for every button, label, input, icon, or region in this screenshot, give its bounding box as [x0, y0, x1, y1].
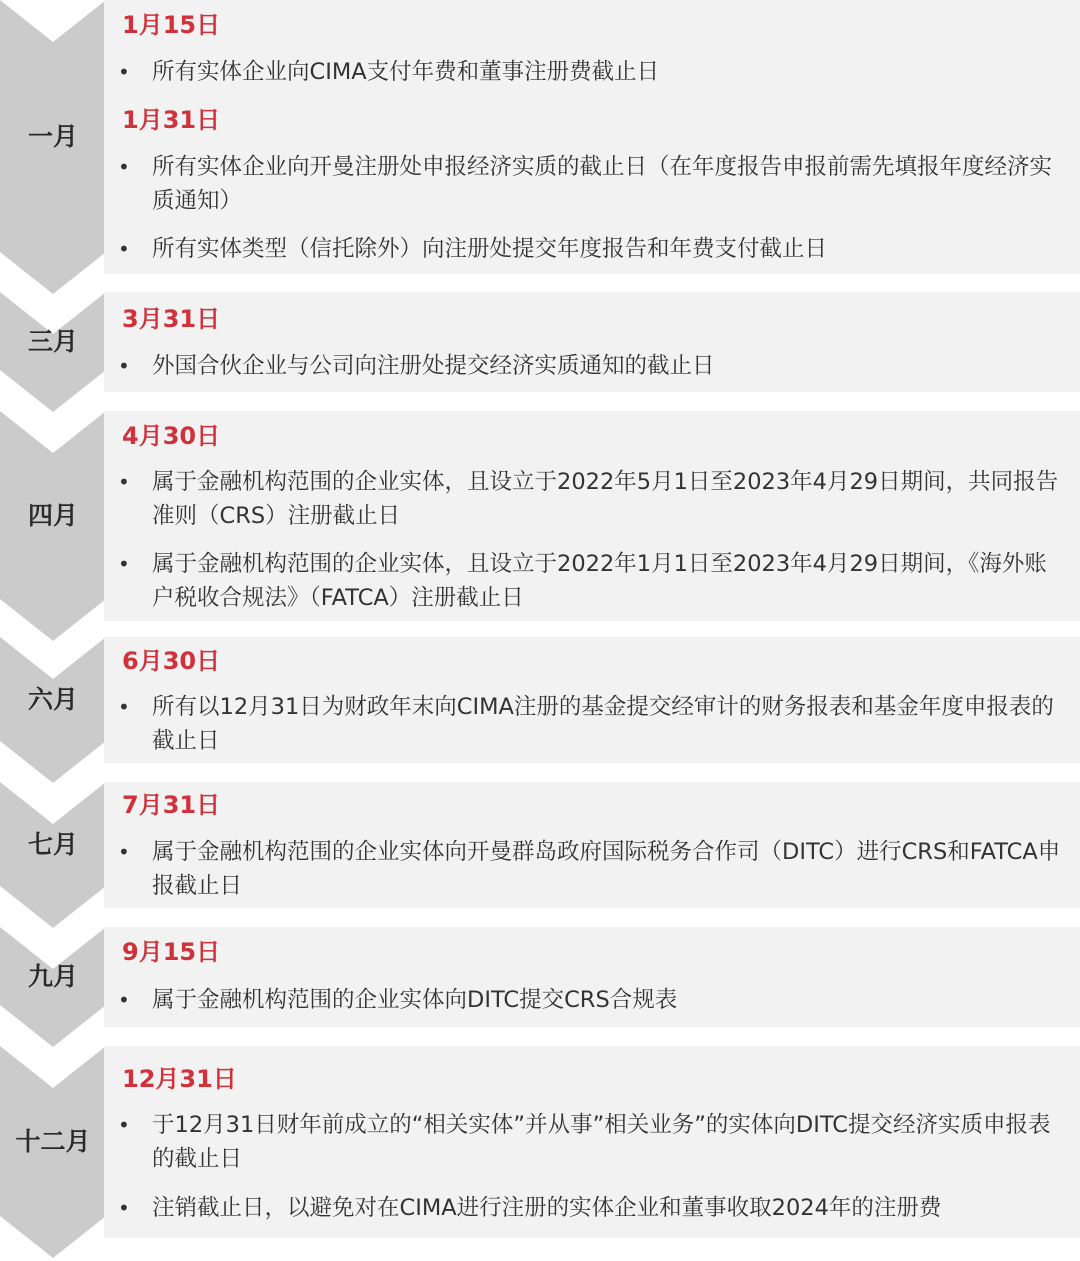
- month-panel: [104, 0, 1080, 274]
- bullet-icon: •: [118, 552, 130, 576]
- bullet-icon: •: [118, 60, 130, 84]
- month-panel: [104, 637, 1080, 763]
- deadline-item: [118, 349, 1068, 383]
- deadline-item: [118, 1108, 1068, 1176]
- bullet-icon: •: [118, 840, 130, 864]
- deadline-text: 属于金融机构范围的企业实体向DITC提交CRS合规表: [152, 987, 678, 1013]
- deadline-text: 属于金融机构范围的企业实体，且设立于2022年5月1日至2023年4月29日期间，共同报告准则（CRS）注册截止日: [152, 469, 1059, 529]
- month-panel: [104, 927, 1080, 1027]
- deadline-item: [118, 150, 1068, 218]
- deadline-text: 所有实体类型（信托除外）向注册处提交年度报告和年费支付截止日: [152, 236, 828, 262]
- bullet-icon: •: [118, 1196, 130, 1220]
- deadline-date: 6月30日: [122, 647, 221, 675]
- deadline-item: [118, 547, 1068, 615]
- deadline-date: 3月31日: [122, 305, 221, 333]
- deadline-text: 所有实体企业向开曼注册处申报经济实质的截止日（在年度报告申报前需先填报年度经济实质通知）: [152, 154, 1053, 214]
- deadline-item: [118, 232, 1068, 266]
- deadline-text: 属于金融机构范围的企业实体，且设立于2022年1月1日至2023年4月29日期间，《海外账户税收合规法》（FATCA）注册截止日: [152, 551, 1047, 611]
- month-label: 九月: [27, 962, 78, 991]
- deadline-date: 4月30日: [122, 422, 221, 450]
- bullet-icon: •: [118, 470, 130, 494]
- bullet-icon: •: [118, 695, 130, 719]
- deadline-text: 属于金融机构范围的企业实体向开曼群岛政府国际税务合作司（DITC）进行CRS和FATCA申报截止日: [152, 839, 1061, 899]
- month-panel: [104, 782, 1080, 908]
- deadline-item: [118, 983, 1068, 1017]
- month-label: 六月: [27, 685, 78, 714]
- month-panel: [104, 411, 1080, 621]
- deadline-item: [118, 465, 1068, 533]
- month-label: 七月: [27, 830, 78, 859]
- deadline-text: 所有以12月31日为财政年末向CIMA注册的基金提交经审计的财务报表和基金年度申报表的截止日: [152, 694, 1054, 754]
- deadline-date: 7月31日: [122, 791, 221, 819]
- deadline-text: 所有实体企业向CIMA支付年费和董事注册费截止日: [152, 59, 660, 85]
- month-label: 十二月: [15, 1127, 91, 1156]
- month-label: 四月: [27, 501, 78, 530]
- deadline-date: 1月15日: [122, 11, 221, 39]
- bullet-icon: •: [118, 237, 130, 261]
- deadline-date: 1月31日: [122, 106, 221, 134]
- bullet-icon: •: [118, 988, 130, 1012]
- month-panel: [104, 1046, 1080, 1238]
- deadline-date: 12月31日: [122, 1065, 237, 1093]
- deadline-text: 于12月31日财年前成立的“相关实体”并从事”相关业务”的实体向DITC提交经济实质申报表的截止日: [152, 1112, 1051, 1172]
- deadline-item: [118, 1191, 1068, 1225]
- deadline-item: [118, 835, 1068, 903]
- month-label: 一月: [27, 122, 78, 151]
- bullet-icon: •: [118, 1113, 130, 1137]
- deadline-item: [118, 55, 1068, 89]
- bullet-icon: •: [118, 354, 130, 378]
- month-panel: [104, 292, 1080, 392]
- deadline-date: 9月15日: [122, 938, 221, 966]
- bullet-icon: •: [118, 155, 130, 179]
- deadline-text: 注销截止日，以避免对在CIMA进行注册的实体企业和董事收取2024年的注册费: [152, 1195, 942, 1221]
- deadline-text: 外国合伙企业与公司向注册处提交经济实质通知的截止日: [152, 353, 715, 379]
- deadline-item: [118, 690, 1068, 758]
- month-label: 三月: [27, 327, 78, 356]
